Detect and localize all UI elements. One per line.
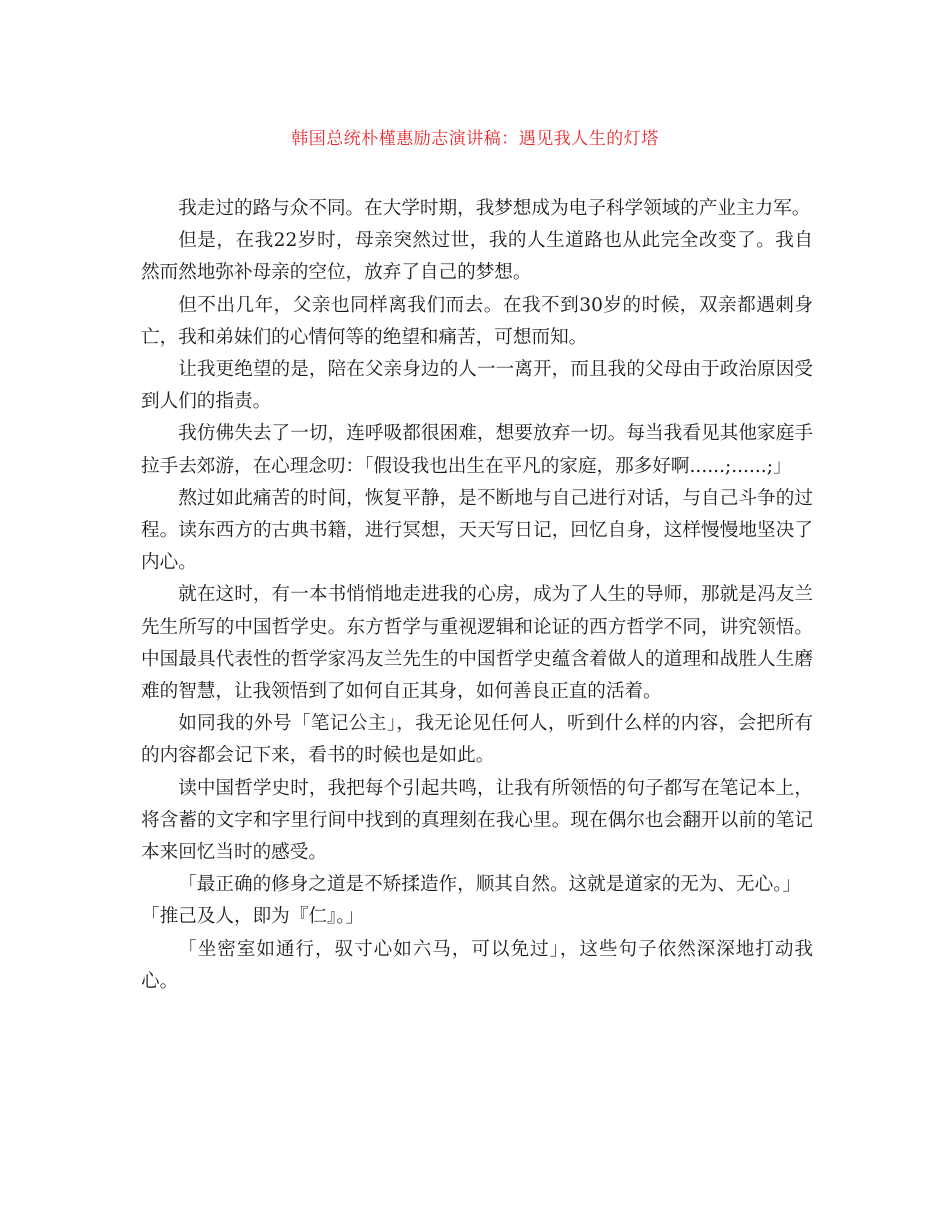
paragraph: 熬过如此痛苦的时间，恢复平静，是不断地与自己进行对话，与自己斗争的过程。读东西方的古典书籍，进行冥想，天天写日记，回忆自身，这样慢慢地坚决了内心。 bbox=[141, 487, 813, 574]
paragraph: 我走过的路与众不同。在大学时期，我梦想成为电子科学领域的产业主力军。 bbox=[178, 198, 811, 219]
quote-paragraph: 「最正确的修身之道是不矫揉造作，顺其自然。这就是道家的无为、无心。」 bbox=[178, 874, 802, 896]
document-body bbox=[141, 193, 813, 998]
quote-paragraph: 「坐密室如通行，驭寸心如六马，可以免过」，这些句子依然深深地打动我心。 bbox=[141, 938, 813, 992]
quote-paragraph: 「推己及人，即为『仁』。」 bbox=[141, 906, 365, 928]
paragraph: 但是，在我22岁时，母亲突然过世，我的人生道路也从此完全改变了。我自然而然地弥补母亲的空位，放弃了自己的梦想。 bbox=[141, 230, 813, 284]
document-title: 韩国总统朴槿惠励志演讲稿：遇见我人生的灯塔 bbox=[291, 129, 659, 149]
paragraph: 就在这时，有一本书悄悄地走进我的心房，成为了人生的导师，那就是冯友兰先生所写的中国哲学史。东方哲学与重视逻辑和论证的西方哲学不同，讲究领悟。中国最具代表性的哲学家冯友兰先生的中国哲学史蕴含着做人的道理和战胜人生磨难的智慧，让我领悟到了如何自正其身，如何善良正直的活着。 bbox=[141, 584, 813, 703]
paragraph: 我仿佛失去了一切，连呼吸都很困难，想要放弃一切。每当我看见其他家庭手拉手去郊游，在心理念叨：「假设我也出生在平凡的家庭，那多好啊......;......;」 bbox=[141, 423, 813, 477]
paragraph: 让我更绝望的是，陪在父亲身边的人一一离开，而且我的父母由于政治原因受到人们的指责。 bbox=[141, 359, 813, 413]
paragraph: 读中国哲学史时，我把每个引起共鸣，让我有所领悟的句子都写在笔记本上，将含蓄的文字和字里行间中找到的真理刻在我心里。现在偶尔也会翻开以前的笔记本来回忆当时的感受。 bbox=[141, 777, 813, 864]
paragraph: 如同我的外号「笔记公主」，我无论见任何人，听到什么样的内容，会把所有的内容都会记下来，看书的时候也是如此。 bbox=[141, 713, 813, 767]
paragraph: 但不出几年，父亲也同样离我们而去。在我不到30岁的时候，双亲都遇刺身亡，我和弟妹们的心情何等的绝望和痛苦，可想而知。 bbox=[141, 294, 813, 348]
